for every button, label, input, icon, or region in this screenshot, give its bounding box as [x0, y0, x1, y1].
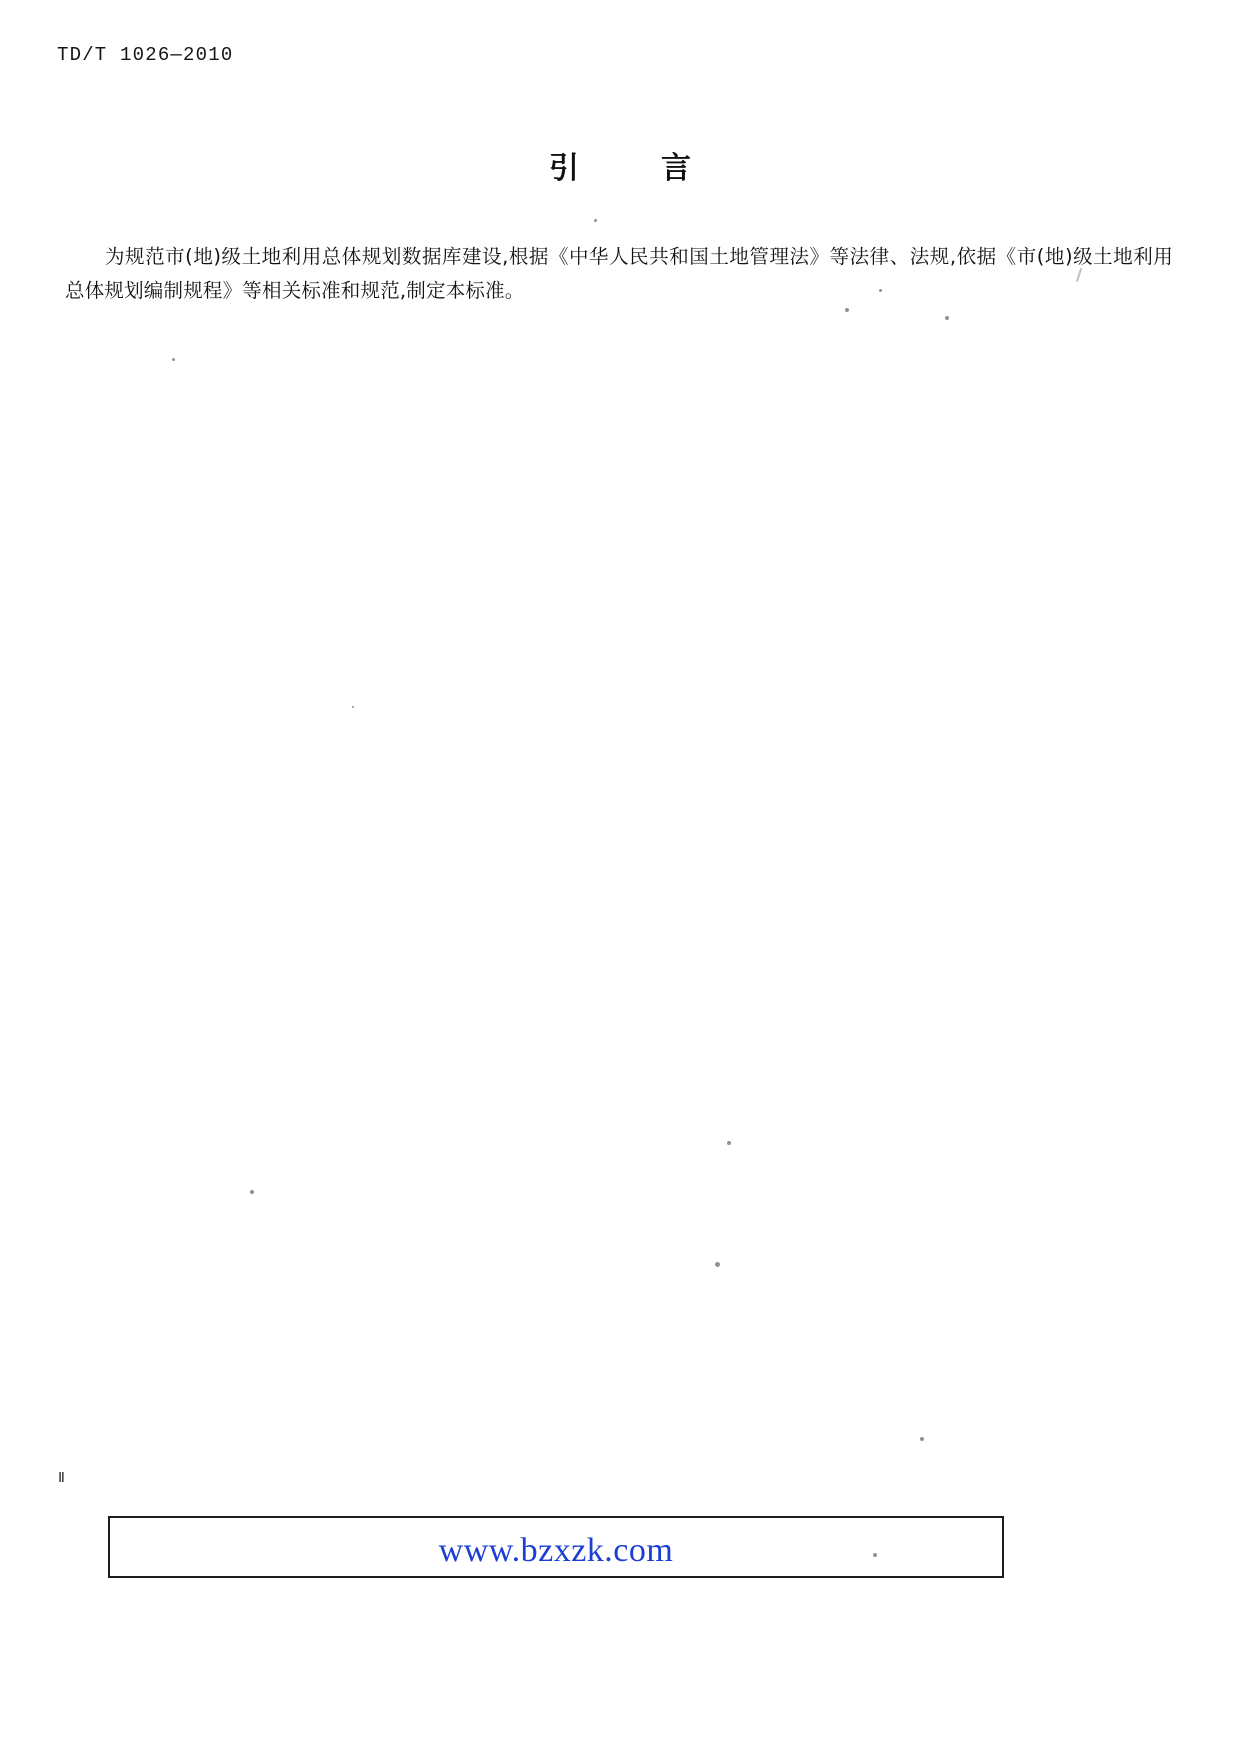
scan-speck: [920, 1437, 924, 1441]
scan-speck: [250, 1190, 254, 1194]
scan-speck: [845, 308, 849, 312]
scan-speck: [594, 219, 597, 222]
body-content: [65, 240, 1173, 308]
footer-watermark-box: [108, 1516, 1004, 1578]
scan-speck: [879, 289, 882, 292]
introduction-paragraph: 为规范市(地)级土地利用总体规划数据库建设,根据《中华人民共和国土地管理法》等法律、法规,依据《市(地)级土地利用总体规划编制规程》等相关标准和规范,制定本标准。: [65, 245, 1173, 302]
scan-speck: [352, 706, 354, 708]
standard-number-header: TD/T 1026—2010: [57, 44, 234, 66]
scan-speck: [172, 358, 175, 361]
scan-speck: [715, 1262, 720, 1267]
scan-speck: [873, 1553, 877, 1557]
watermark-link[interactable]: www.bzxzk.com: [438, 1532, 674, 1569]
scan-speck: [945, 316, 949, 320]
page-number: Ⅱ: [58, 1471, 65, 1486]
page-title: 引 言: [549, 151, 717, 186]
scan-speck: [727, 1141, 731, 1145]
